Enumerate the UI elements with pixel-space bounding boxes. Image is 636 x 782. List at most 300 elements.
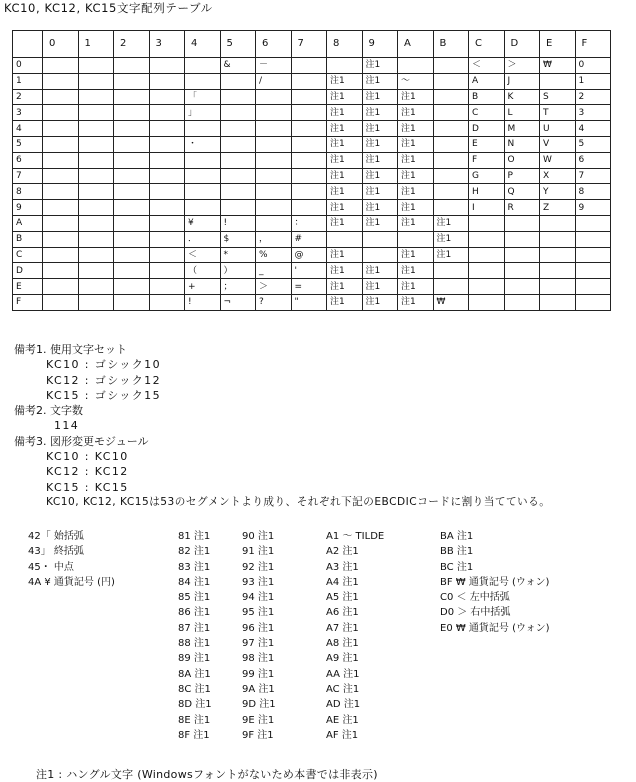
remark-detail: KC10 : ゴシック10	[46, 358, 161, 372]
char-cell	[185, 73, 221, 89]
char-cell	[149, 184, 185, 200]
char-cell	[114, 247, 150, 263]
char-cell: 注1	[327, 73, 363, 89]
row-header: 6	[13, 152, 43, 168]
char-cell	[149, 152, 185, 168]
table-row	[13, 231, 611, 247]
char-cell: /	[256, 73, 292, 89]
char-cell	[540, 73, 576, 89]
char-cell	[78, 152, 114, 168]
char-cell	[149, 263, 185, 279]
char-cell: 注1	[362, 200, 398, 216]
char-cell: Y	[540, 184, 576, 200]
table-row	[13, 263, 611, 279]
char-cell: 注1	[327, 279, 363, 295]
char-cell	[362, 247, 398, 263]
table-row	[13, 136, 611, 152]
char-cell	[78, 215, 114, 231]
char-cell	[43, 247, 79, 263]
char-cell: C	[469, 105, 505, 121]
char-cell	[43, 168, 79, 184]
table-row	[13, 105, 611, 121]
table-row	[13, 73, 611, 89]
column-header: 6	[256, 31, 292, 58]
char-cell	[43, 294, 79, 310]
char-cell	[433, 279, 469, 295]
row-header: 0	[13, 58, 43, 74]
char-cell: ，	[256, 231, 292, 247]
char-cell	[256, 89, 292, 105]
char-cell	[398, 231, 434, 247]
code-entry: 9F 注1	[242, 729, 274, 741]
char-cell: 注1	[362, 184, 398, 200]
char-cell: －	[256, 58, 292, 74]
char-cell	[43, 58, 79, 74]
char-cell	[220, 200, 256, 216]
char-cell: 注1	[398, 263, 434, 279]
char-cell: 注1	[327, 247, 363, 263]
code-entry: 95 注1	[242, 607, 275, 619]
char-cell	[220, 73, 256, 89]
row-header: A	[13, 215, 43, 231]
char-cell	[114, 58, 150, 74]
char-cell	[114, 184, 150, 200]
char-cell	[114, 263, 150, 279]
column-header: 5	[220, 31, 256, 58]
char-cell	[291, 121, 327, 137]
char-cell	[78, 231, 114, 247]
char-cell	[469, 294, 505, 310]
char-cell	[433, 105, 469, 121]
char-cell: 注1	[398, 200, 434, 216]
code-entry: 4A ¥ 通貨記号 (円)	[28, 576, 115, 588]
char-cell: 注1	[398, 136, 434, 152]
char-cell: 注1	[398, 247, 434, 263]
char-cell: 注1	[398, 152, 434, 168]
table-row	[13, 247, 611, 263]
code-entry: 8F 注1	[178, 729, 210, 741]
char-cell	[575, 279, 611, 295]
code-entry: 97 注1	[242, 638, 275, 650]
remark-heading: 備考3. 図形変更モジュール	[14, 434, 149, 448]
char-cell: 注1	[362, 294, 398, 310]
column-header: 0	[43, 31, 79, 58]
char-cell	[504, 294, 540, 310]
remark-detail: KC15 : KC15	[46, 480, 129, 494]
char-cell: 6	[575, 152, 611, 168]
code-entry: 87 注1	[178, 622, 211, 634]
char-cell	[575, 247, 611, 263]
table-row	[13, 200, 611, 216]
char-cell	[220, 89, 256, 105]
char-cell: ・	[185, 136, 221, 152]
row-header: 9	[13, 200, 43, 216]
row-header: 3	[13, 105, 43, 121]
char-cell: 注1	[327, 184, 363, 200]
column-header: E	[540, 31, 576, 58]
char-cell	[540, 294, 576, 310]
code-entry: 8A 注1	[178, 668, 211, 680]
char-cell	[469, 247, 505, 263]
char-cell	[504, 231, 540, 247]
char-cell	[256, 152, 292, 168]
code-entry: 9D 注1	[242, 699, 276, 711]
char-cell	[362, 231, 398, 247]
char-cell	[78, 294, 114, 310]
code-entry: AD 注1	[326, 699, 361, 711]
char-cell	[504, 263, 540, 279]
column-header: F	[575, 31, 611, 58]
remark-detail: KC10, KC12, KC15は53のセグメントより成り、それぞれ下記のEBCDICコードに割り当てている。	[46, 495, 551, 508]
char-cell: 注1	[398, 279, 434, 295]
char-cell: $	[220, 231, 256, 247]
char-cell: 注1	[327, 136, 363, 152]
char-cell	[327, 231, 363, 247]
code-entry: A2 注1	[326, 546, 359, 558]
code-entry: 84 注1	[178, 576, 211, 588]
char-cell: B	[469, 89, 505, 105]
char-cell: !	[185, 294, 221, 310]
char-cell	[114, 231, 150, 247]
char-cell: G	[469, 168, 505, 184]
char-cell	[43, 73, 79, 89]
char-cell: 注1	[327, 105, 363, 121]
char-cell: V	[540, 136, 576, 152]
char-cell	[185, 168, 221, 184]
table-row	[13, 152, 611, 168]
table-row	[13, 184, 611, 200]
char-cell	[291, 168, 327, 184]
char-cell: 注1	[327, 200, 363, 216]
char-cell	[575, 263, 611, 279]
char-cell: !	[220, 215, 256, 231]
char-cell	[149, 200, 185, 216]
code-entry: 82 注1	[178, 546, 211, 558]
code-entry: 86 注1	[178, 607, 211, 619]
char-cell	[433, 184, 469, 200]
char-cell	[291, 73, 327, 89]
table-row	[13, 121, 611, 137]
row-header: F	[13, 294, 43, 310]
remark-heading: 備考2. 文字数	[14, 404, 83, 418]
char-cell	[469, 279, 505, 295]
remarks-section	[14, 342, 550, 510]
char-cell: 注1	[362, 279, 398, 295]
char-cell: 注1	[362, 105, 398, 121]
char-cell	[398, 58, 434, 74]
table-row	[13, 89, 611, 105]
code-entry: BA 注1	[440, 531, 474, 542]
char-cell: 注1	[433, 215, 469, 231]
char-cell	[149, 73, 185, 89]
char-cell	[78, 121, 114, 137]
char-cell	[220, 152, 256, 168]
char-cell: '	[291, 263, 327, 279]
char-cell	[469, 263, 505, 279]
code-entry: 8D 注1	[178, 699, 212, 711]
code-entry: E0 ₩ 通貨記号 (ウォン)	[440, 622, 550, 634]
row-header: 2	[13, 89, 43, 105]
column-header: A	[398, 31, 434, 58]
char-cell	[149, 136, 185, 152]
char-cell: ¥	[185, 215, 221, 231]
char-cell: ?	[256, 294, 292, 310]
char-cell	[433, 89, 469, 105]
char-cell	[78, 73, 114, 89]
char-cell: 注1	[327, 215, 363, 231]
char-cell	[433, 152, 469, 168]
column-header: 4	[185, 31, 221, 58]
code-entry: 43」 終括弧	[28, 546, 84, 558]
column-header: 2	[114, 31, 150, 58]
char-cell	[433, 168, 469, 184]
row-header: C	[13, 247, 43, 263]
column-header-row	[13, 31, 611, 58]
code-entry: 85 注1	[178, 592, 211, 604]
char-cell: 5	[575, 136, 611, 152]
char-cell	[220, 136, 256, 152]
char-cell: @	[291, 247, 327, 263]
char-cell	[114, 200, 150, 216]
remark-heading: 備考1. 使用文字セット	[14, 343, 127, 356]
row-header: E	[13, 279, 43, 295]
char-cell	[78, 58, 114, 74]
char-cell	[114, 89, 150, 105]
char-cell: ～	[398, 73, 434, 89]
char-cell: S	[540, 89, 576, 105]
char-cell	[43, 121, 79, 137]
column-header: 1	[78, 31, 114, 58]
char-cell: H	[469, 184, 505, 200]
char-cell: 注1	[362, 58, 398, 74]
char-cell	[78, 279, 114, 295]
remark-detail: KC15 : ゴシック15	[46, 388, 161, 402]
char-cell	[43, 152, 79, 168]
char-cell: 注1	[327, 89, 363, 105]
table-row	[13, 58, 611, 74]
row-header: 5	[13, 136, 43, 152]
remark-detail: KC12 : KC12	[46, 465, 129, 479]
char-cell	[43, 136, 79, 152]
code-entry: D0 ＞ 右中括弧	[440, 607, 511, 619]
char-cell: 注1	[362, 152, 398, 168]
char-cell	[43, 184, 79, 200]
char-cell	[43, 279, 79, 295]
char-cell: W	[540, 152, 576, 168]
char-cell: A	[469, 73, 505, 89]
code-entry: A8 注1	[326, 638, 359, 650]
char-cell	[149, 294, 185, 310]
column-header: 9	[362, 31, 398, 58]
char-cell	[256, 184, 292, 200]
char-cell: 注1	[433, 231, 469, 247]
char-cell	[149, 247, 185, 263]
char-cell: 注1	[327, 168, 363, 184]
char-cell: M	[504, 121, 540, 137]
remark-detail: KC12 : ゴシック12	[46, 373, 161, 387]
char-cell: O	[504, 152, 540, 168]
char-cell	[220, 168, 256, 184]
code-entry: BF ₩ 通貨記号 (ウォン)	[440, 576, 550, 588]
char-cell	[185, 184, 221, 200]
code-entry: 91 注1	[242, 546, 275, 558]
char-cell: 0	[575, 58, 611, 74]
char-cell	[78, 168, 114, 184]
char-cell: 注1	[398, 121, 434, 137]
char-cell: 注1	[398, 215, 434, 231]
char-cell	[540, 231, 576, 247]
char-cell: 注1	[327, 152, 363, 168]
char-cell: N	[504, 136, 540, 152]
table-row	[13, 294, 611, 310]
char-cell	[78, 136, 114, 152]
char-cell	[504, 279, 540, 295]
code-entry: 98 注1	[242, 653, 275, 665]
char-cell	[185, 152, 221, 168]
code-entry: 9E 注1	[242, 714, 275, 726]
char-cell	[291, 58, 327, 74]
char-cell	[291, 152, 327, 168]
char-cell: =	[291, 279, 327, 295]
row-header: 1	[13, 73, 43, 89]
char-cell: 8	[575, 184, 611, 200]
char-cell	[291, 105, 327, 121]
char-cell	[149, 168, 185, 184]
char-cell	[185, 121, 221, 137]
char-cell: P	[504, 168, 540, 184]
code-column	[440, 529, 550, 636]
char-cell	[540, 215, 576, 231]
char-cell	[43, 263, 79, 279]
char-cell: 」	[185, 105, 221, 121]
char-cell: ）	[220, 263, 256, 279]
code-entry: 83 注1	[178, 561, 211, 573]
code-entry: 90 注1	[242, 531, 275, 542]
char-cell: J	[504, 73, 540, 89]
char-cell	[149, 215, 185, 231]
char-cell: R	[504, 200, 540, 216]
char-cell: 注1	[362, 121, 398, 137]
code-column	[326, 529, 384, 743]
char-cell: 注1	[362, 215, 398, 231]
char-cell	[114, 121, 150, 137]
char-cell: L	[504, 105, 540, 121]
char-cell	[43, 89, 79, 105]
char-cell	[327, 58, 363, 74]
char-cell	[149, 231, 185, 247]
char-cell: &	[220, 58, 256, 74]
char-cell	[149, 121, 185, 137]
char-cell: ：	[291, 215, 327, 231]
char-cell	[433, 121, 469, 137]
char-cell: D	[469, 121, 505, 137]
table-row	[13, 279, 611, 295]
code-entry: BC 注1	[440, 561, 474, 573]
char-cell	[433, 136, 469, 152]
char-cell: 注1	[398, 89, 434, 105]
char-cell	[256, 168, 292, 184]
char-cell	[540, 247, 576, 263]
char-cell: 注1	[327, 263, 363, 279]
footnote: 注1 : ハングル文字 (Windowsフォントがないため本書では非表示)	[36, 768, 378, 781]
char-cell	[78, 263, 114, 279]
char-cell: ＞	[504, 58, 540, 74]
code-column	[242, 529, 276, 743]
column-header: 3	[149, 31, 185, 58]
char-cell	[185, 200, 221, 216]
char-cell: （	[185, 263, 221, 279]
column-header: B	[433, 31, 469, 58]
char-cell	[43, 215, 79, 231]
char-cell: ＜	[185, 247, 221, 263]
column-header: C	[469, 31, 505, 58]
code-entry: 89 注1	[178, 653, 211, 665]
char-cell	[149, 105, 185, 121]
char-cell	[78, 105, 114, 121]
code-entry: 81 注1	[178, 531, 211, 542]
char-cell	[540, 263, 576, 279]
char-cell: 注1	[398, 168, 434, 184]
char-cell	[43, 105, 79, 121]
char-cell	[43, 200, 79, 216]
char-cell	[114, 168, 150, 184]
char-cell	[149, 89, 185, 105]
char-cell	[433, 200, 469, 216]
char-cell	[575, 231, 611, 247]
code-entry: 93 注1	[242, 576, 275, 588]
char-cell: "	[291, 294, 327, 310]
char-cell: 注1	[327, 294, 363, 310]
char-cell	[256, 136, 292, 152]
char-cell: ＜	[469, 58, 505, 74]
char-cell	[433, 73, 469, 89]
char-cell	[504, 215, 540, 231]
code-column	[178, 529, 212, 743]
char-cell	[291, 184, 327, 200]
code-entry: AE 注1	[326, 714, 359, 726]
code-entry: A9 注1	[326, 653, 359, 665]
char-cell: 注1	[327, 121, 363, 137]
code-entry: A4 注1	[326, 576, 359, 588]
char-cell: F	[469, 152, 505, 168]
code-entry: AA 注1	[326, 668, 360, 680]
code-entry: C0 ＜ 左中括弧	[440, 592, 510, 604]
table-row	[13, 168, 611, 184]
char-cell: _	[256, 263, 292, 279]
char-cell: 9	[575, 200, 611, 216]
code-entry: 94 注1	[242, 592, 275, 604]
row-header: 8	[13, 184, 43, 200]
char-cell	[220, 121, 256, 137]
row-header: 7	[13, 168, 43, 184]
char-cell: T	[540, 105, 576, 121]
row-header: D	[13, 263, 43, 279]
char-cell	[540, 279, 576, 295]
char-cell: Z	[540, 200, 576, 216]
char-cell: 注1	[362, 73, 398, 89]
char-cell: U	[540, 121, 576, 137]
char-cell	[149, 279, 185, 295]
code-entry: A5 注1	[326, 592, 359, 604]
code-column	[28, 529, 115, 590]
char-cell: ．	[185, 231, 221, 247]
char-cell	[433, 58, 469, 74]
column-header: 7	[291, 31, 327, 58]
char-cell: 注1	[433, 247, 469, 263]
row-header: B	[13, 231, 43, 247]
column-header: 8	[327, 31, 363, 58]
char-cell: ₩	[433, 294, 469, 310]
